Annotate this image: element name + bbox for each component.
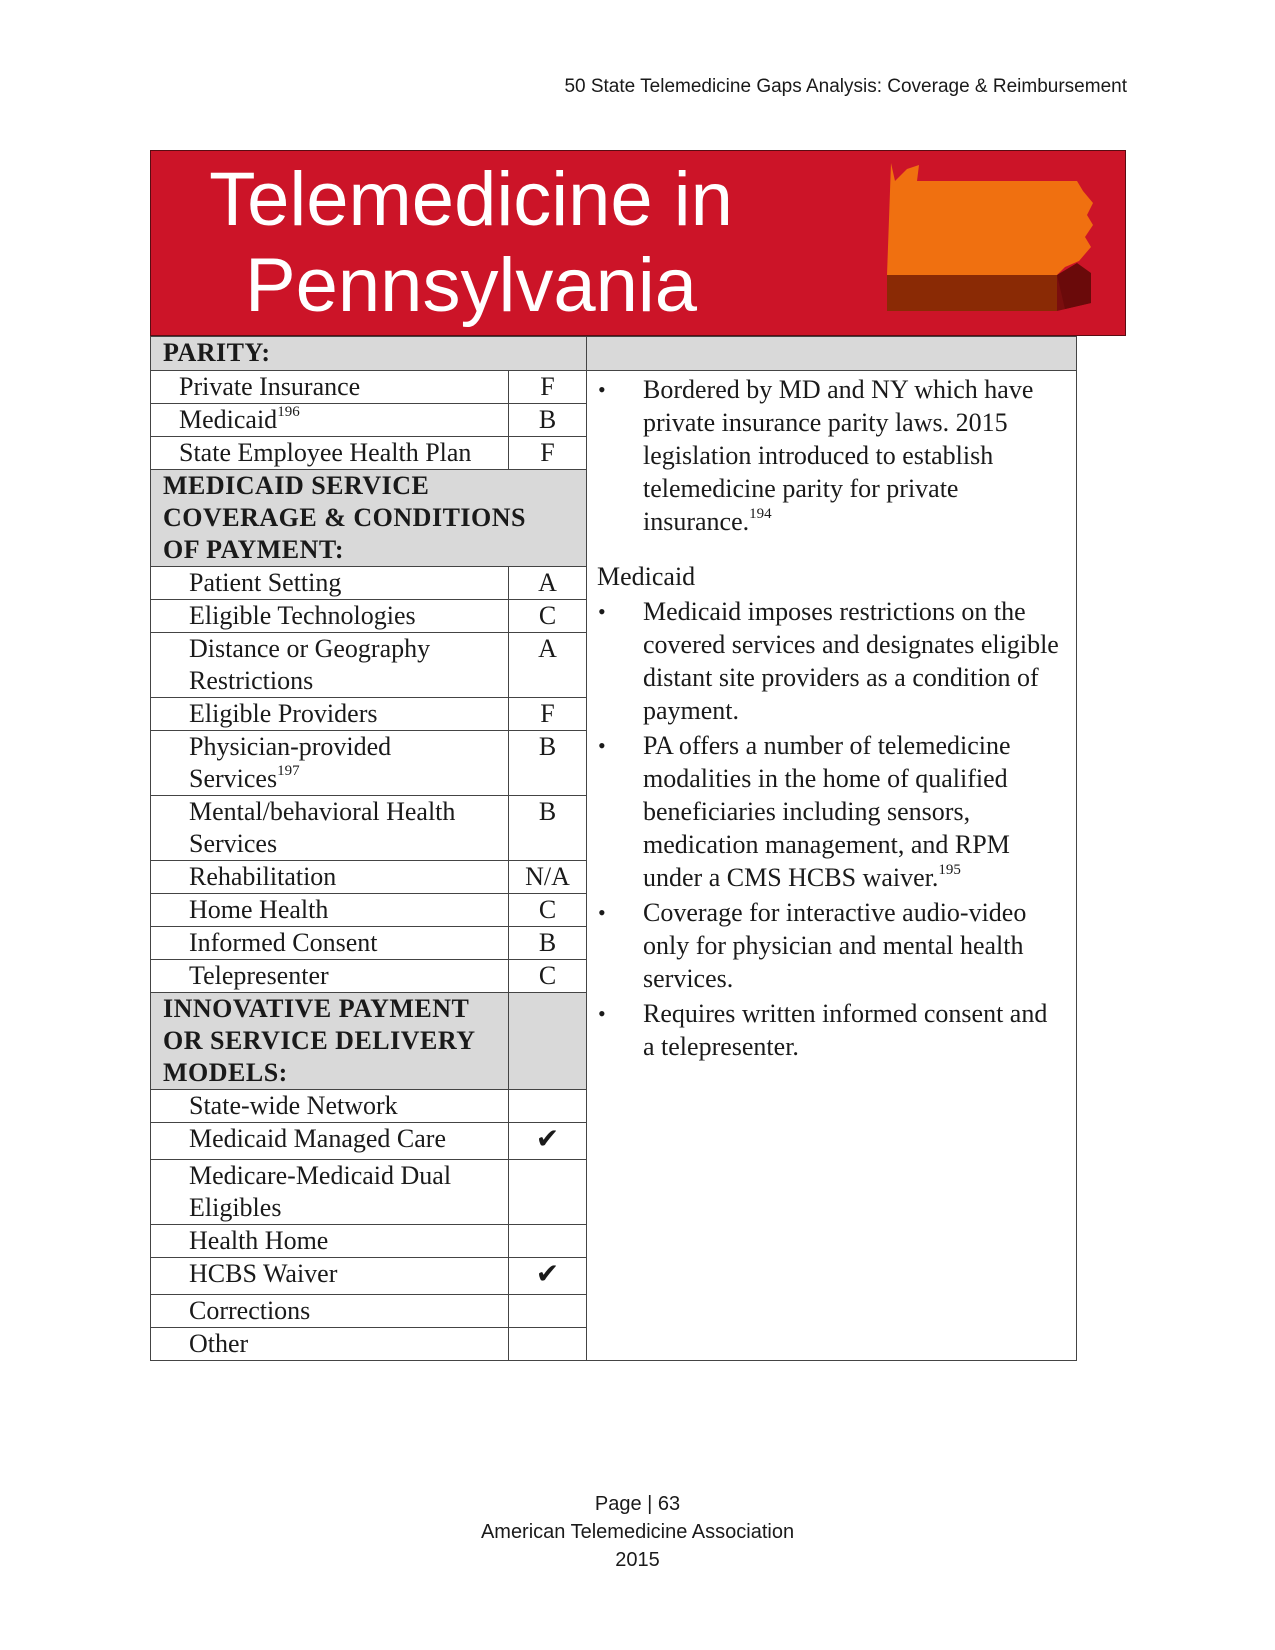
row-label: Patient Setting (151, 567, 509, 600)
row-label-line: Distance or Geography (189, 634, 431, 663)
note-text: Coverage for interactive audio-video only for physician and mental health services. (643, 898, 1027, 993)
grade-cell: A (509, 567, 587, 600)
parity-notes-list (597, 373, 1062, 538)
row-label: State-wide Network (151, 1090, 509, 1123)
footnote-ref: 195 (938, 862, 961, 879)
bullet: • (598, 733, 606, 758)
title-banner (150, 150, 1126, 336)
grade-cell: C (509, 960, 587, 993)
checkmark-icon: ✔ (535, 1122, 560, 1155)
list-item (598, 896, 1062, 995)
parity-heading-row (151, 337, 1077, 371)
medicaid-heading (151, 470, 587, 567)
heading-line: OF PAYMENT: (163, 535, 344, 564)
check-cell (509, 1295, 587, 1328)
heading-line: COVERAGE & CONDITIONS (163, 503, 526, 532)
heading-line: MODELS: (163, 1058, 288, 1087)
row-label: State Employee Health Plan (151, 437, 509, 470)
medicaid-notes-list (597, 595, 1062, 1063)
row-label: Rehabilitation (151, 861, 509, 894)
row-label (151, 731, 509, 796)
row-label: Eligible Technologies (151, 600, 509, 633)
page-title (191, 157, 751, 329)
row-label: Telepresenter (151, 960, 509, 993)
title-line-2: Pennsylvania (244, 243, 698, 328)
notes-heading-cell (587, 337, 1077, 371)
map-face (887, 163, 1093, 275)
organization-name: American Telemedicine Association (480, 1521, 795, 1543)
heading-line: OR SERVICE DELIVERY (163, 1026, 476, 1055)
row-label-line: Mental/behavioral Health (189, 797, 456, 826)
grade-cell: F (509, 371, 587, 404)
notes-cell (587, 371, 1077, 1361)
heading-grade-cell (509, 993, 587, 1090)
footnote-ref: 196 (277, 404, 300, 421)
check-cell (509, 1123, 587, 1160)
footnote-ref: 197 (277, 763, 300, 780)
medicaid-notes-heading: Medicaid (597, 562, 696, 591)
row-label-line (189, 763, 502, 795)
grade-cell: B (509, 927, 587, 960)
list-item (598, 729, 1062, 894)
row-label-text: Services (189, 764, 278, 793)
row-label-text: Medicaid (179, 405, 278, 434)
check-cell (509, 1328, 587, 1361)
row-label-line: Medicare-Medicaid Dual (189, 1161, 452, 1190)
grade-cell: C (509, 600, 587, 633)
bullet: • (598, 599, 606, 624)
heading-line: MEDICAID SERVICE (163, 471, 430, 500)
row-label-line: Physician-provided (189, 732, 392, 761)
page-number: Page | 63 (594, 1493, 681, 1515)
check-cell (509, 1258, 587, 1295)
checkmark-icon: ✔ (535, 1257, 560, 1290)
check-cell (509, 1225, 587, 1258)
note-text: Medicaid imposes restrictions on the covered services and designates eligible distant site providers as a condition of payment. (643, 597, 1059, 725)
grade-cell: A (509, 633, 587, 698)
map-shadow-front (887, 275, 1057, 311)
row-label (151, 796, 509, 861)
note-text: Bordered by MD and NY which have private insurance parity laws. 2015 legislation introduced to establish telemedicine parity for private insurance. (643, 375, 1034, 536)
grade-cell: B (509, 731, 587, 796)
row-label: Informed Consent (151, 927, 509, 960)
list-item (598, 997, 1062, 1063)
table-row (151, 371, 1077, 404)
row-label (151, 1160, 509, 1225)
pennsylvania-map-icon (887, 163, 1117, 323)
grade-cell: F (509, 437, 587, 470)
grade-cell: N/A (509, 861, 587, 894)
innovative-heading (151, 993, 509, 1090)
row-label: Medicaid Managed Care (151, 1123, 509, 1160)
row-label (151, 404, 509, 437)
note-text: Requires written informed consent and a telepresenter. (643, 999, 1048, 1061)
grade-cell: B (509, 404, 587, 437)
bullet: • (598, 1001, 606, 1026)
row-label: Private Insurance (151, 371, 509, 404)
title-line-1: Telemedicine in (209, 157, 733, 242)
coverage-table (150, 336, 1077, 1361)
row-label-line: Services (189, 829, 278, 858)
row-label: Eligible Providers (151, 698, 509, 731)
bullet: • (598, 900, 606, 925)
check-cell (509, 1090, 587, 1123)
row-label: Home Health (151, 894, 509, 927)
parity-heading: PARITY: (151, 337, 587, 371)
check-cell (509, 1160, 587, 1225)
page-footer (0, 1490, 1275, 1574)
list-item (598, 595, 1062, 727)
bullet: • (598, 377, 606, 402)
row-label-line: Restrictions (189, 666, 314, 695)
row-label: Health Home (151, 1225, 509, 1258)
list-item (598, 373, 1062, 538)
row-label: HCBS Waiver (151, 1258, 509, 1295)
grade-cell: F (509, 698, 587, 731)
row-label (151, 633, 509, 698)
grade-cell: C (509, 894, 587, 927)
grade-cell: B (509, 796, 587, 861)
running-header: 50 State Telemedicine Gaps Analysis: Coverage & Reimbursement (564, 76, 1127, 97)
row-label: Other (151, 1328, 509, 1361)
note-text: PA offers a number of telemedicine modalities in the home of qualified beneficiaries including sensors, medication management, and RPM under a CMS HCBS waiver. (643, 731, 1011, 892)
row-label-line: Eligibles (189, 1193, 282, 1222)
footnote-ref: 194 (749, 506, 772, 523)
publication-year: 2015 (615, 1549, 660, 1571)
row-label: Corrections (151, 1295, 509, 1328)
heading-line: INNOVATIVE PAYMENT (163, 994, 470, 1023)
